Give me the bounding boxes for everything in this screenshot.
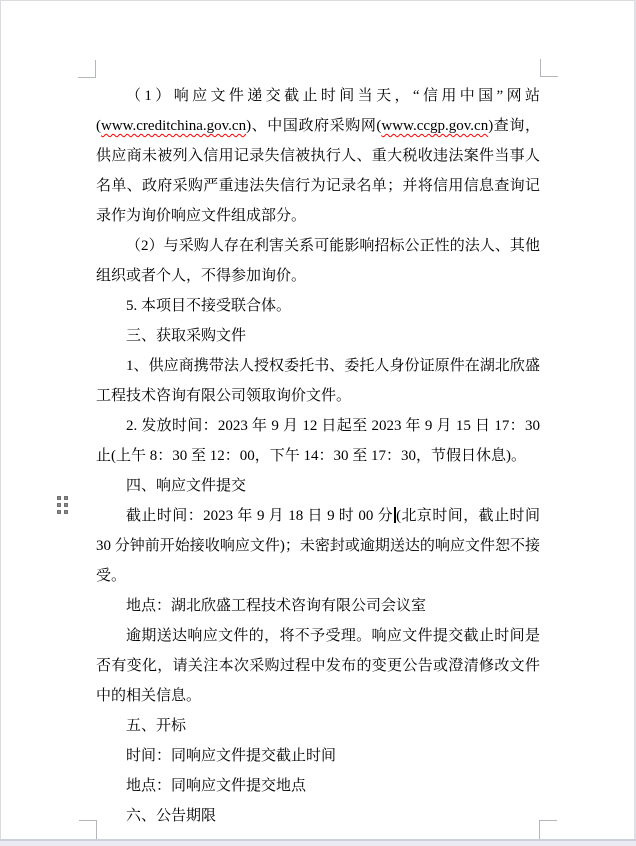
paragraph-text: 、中国政府采购网 bbox=[251, 118, 377, 134]
paragraph-opening-location[interactable]: 地点：同响应文件提交地点 bbox=[126, 778, 307, 794]
paragraph-conflict-of-interest[interactable]: （2）与采购人存在利害关系可能影响招标公正性的法人、其他组织或者个人，不得参加询价。 bbox=[96, 238, 540, 284]
paragraph-issue-time[interactable]: 2. 发放时间：2023 年 9 月 12 日起至 2023 年 9 月 15 日 17：30止(上午 8：30 至 12：00，下午 14：30 至 17：30，节假日休息)。 bbox=[96, 418, 540, 464]
paragraph-submission-location[interactable]: 地点：湖北欣盛工程技术咨询有限公司会议室 bbox=[126, 598, 427, 614]
paragraph-text: （1）响应文件递交截止时间当天，“信用中国”网站 bbox=[126, 88, 540, 104]
heading-section-6[interactable]: 六、公告期限 bbox=[126, 808, 217, 824]
bottom-edge-bar bbox=[0, 839, 636, 846]
heading-section-4[interactable]: 四、响应文件提交 bbox=[126, 478, 247, 494]
document-text-area[interactable] bbox=[96, 81, 540, 831]
paragraph-credit-check[interactable] bbox=[96, 81, 540, 231]
paragraph-document-collection[interactable]: 1、供应商携带法人授权委托书、委托人身份证原件在湖北欣盛工程技术咨询有限公司领取询价文件。 bbox=[96, 358, 540, 404]
margin-crop-mark-top-left bbox=[78, 60, 96, 78]
heading-section-3[interactable]: 三、获取采购文件 bbox=[126, 328, 247, 344]
url-creditchina-text: www.creditchina.gov.cn bbox=[101, 118, 247, 134]
paragraph-deadline[interactable] bbox=[96, 501, 540, 591]
url-ccgp-text: www.ccgp.gov.cn bbox=[381, 118, 489, 134]
url-creditchina: (www.creditchina.gov.cn) bbox=[96, 118, 252, 134]
paragraph-late-submission[interactable]: 逾期送达响应文件的，将不予受理。响应文件提交截止时间是否有变化，请关注本次采购过程中发布的变更公告或澄清修改文件中的相关信息。 bbox=[96, 628, 540, 704]
paragraph-text: 截止时间：2023 年 9 月 18 日 9 时 00 分 bbox=[126, 508, 394, 524]
margin-crop-mark-top-right bbox=[540, 59, 558, 77]
paragraph-opening-time[interactable]: 时间：同响应文件提交截止时间 bbox=[126, 748, 337, 764]
heading-section-5[interactable]: 五、开标 bbox=[126, 718, 187, 734]
paragraph-text: 查询，供应商未被列入信用记录失信被执行人、重大税收违法案件当事人名单、政府采购严重违法失信行为记录名单；并将信用信息查询记录作为询价响应文件组成部分。 bbox=[96, 118, 540, 224]
paragraph-text: (北京时间，截止时间 30 分钟前开始接收响应文件)；未密封或逾期送达的响应文件恕不接受。 bbox=[96, 508, 540, 584]
url-ccgp: (www.ccgp.gov.cn) bbox=[376, 118, 494, 134]
drag-handle-icon[interactable] bbox=[57, 496, 68, 514]
paragraph-no-consortium[interactable]: 5. 本项目不接受联合体。 bbox=[126, 298, 292, 314]
